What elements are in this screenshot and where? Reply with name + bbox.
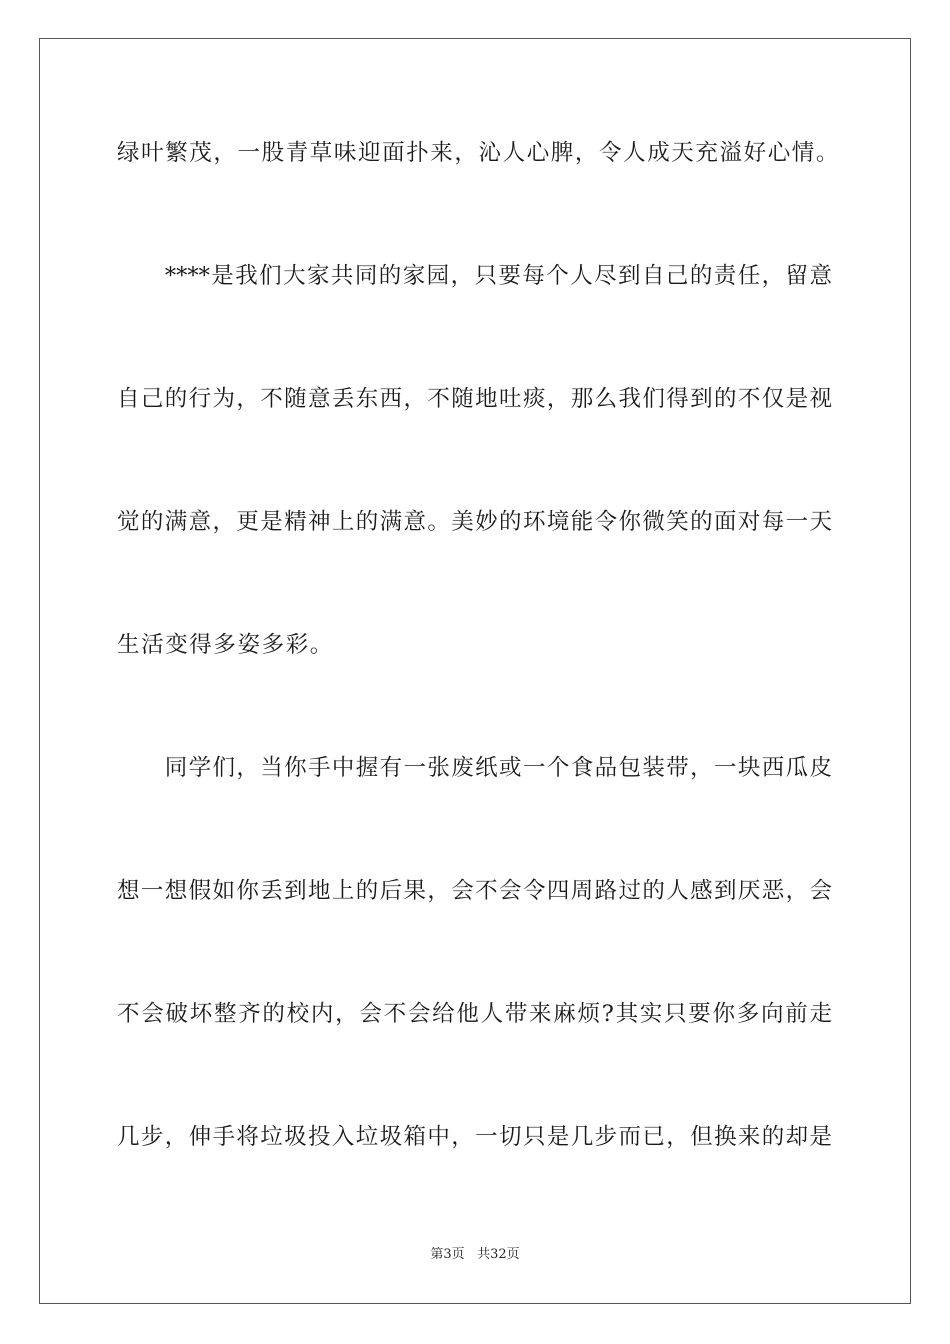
text-line: 绿叶繁茂，一股青草味迎面扑来，沁人心脾，令人成天充溢好心情。 bbox=[117, 140, 841, 166]
text-line: 生活变得多姿多彩。 bbox=[117, 632, 334, 658]
page-number: 第3页 bbox=[430, 1247, 465, 1262]
page-total: 共32页 bbox=[477, 1247, 520, 1262]
page-footer bbox=[0, 1246, 950, 1264]
text-line: 同学们，当你手中握有一张废纸或一个食品包装带，一块西瓜皮 bbox=[117, 755, 832, 781]
text-line: 自己的行为，不随意丢东西，不随地吐痰，那么我们得到的不仅是视 bbox=[117, 386, 832, 412]
text-line: 几步，伸手将垃圾投入垃圾箱中，一切只是几步而已，但换来的却是 bbox=[117, 1124, 832, 1150]
text-line: ****是我们大家共同的家园，只要每个人尽到自己的责任，留意 bbox=[117, 263, 832, 289]
page-border bbox=[39, 38, 911, 1304]
text-line: 想一想假如你丢到地上的后果，会不会令四周路过的人感到厌恶，会 bbox=[117, 878, 832, 904]
text-line: 觉的满意，更是精神上的满意。美妙的环境能令你微笑的面对每一天 bbox=[117, 509, 832, 535]
text-line: 不会破坏整齐的校内，会不会给他人带来麻烦?其实只要你多向前走 bbox=[117, 1001, 832, 1027]
